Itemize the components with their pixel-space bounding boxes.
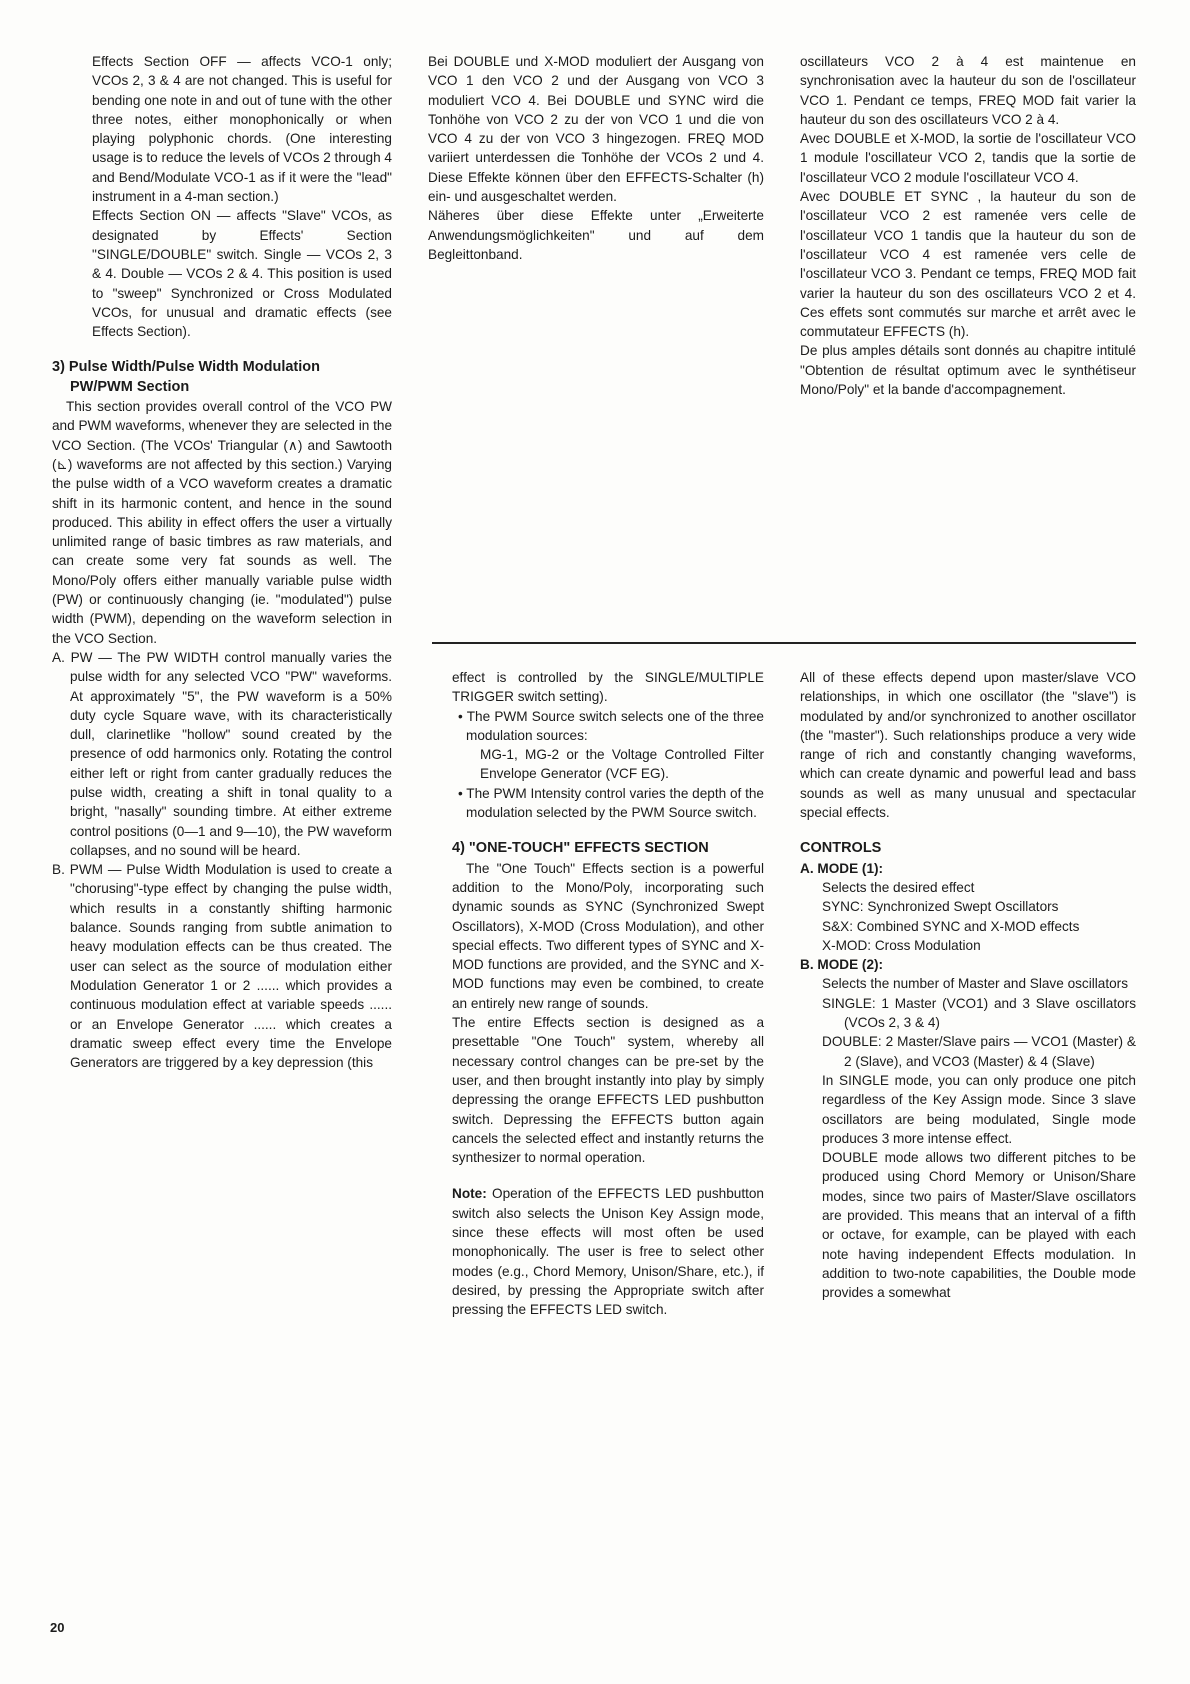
mode1-sync: SYNC: Synchronized Swept Oscillators <box>822 899 1059 915</box>
effects-paragraph-1: The "One Touch" Effects section is a powerful addition to the Mono/Poly, incorporating such dynamic sounds as SYNC (Synchronized Swept Oscillators), X-MOD (Cross Modulation), and other special effects. Two different types of SYNC and X-MOD functions are provided, and the SYNC and X-MOD functions may even be combined, to create an entirely new range of sounds. <box>452 860 764 1011</box>
mode2-double: DOUBLE: 2 Master/Slave pairs — VCO1 (Master) & 2 (Slave), and VCO3 (Master) & 4 (Slave) <box>822 1034 1136 1069</box>
single-mode-paragraph: In SINGLE mode, you can only produce one pitch regardless of the Key Assign mode. Since 3 slave oscillators are being modulated, Single mode produces 3 more intense effect. <box>822 1072 1136 1146</box>
effects-intro: All of these effects depend upon master/slave VCO relationships, in which one oscillator (the "slave") is modulated by and/or synchronized to another oscillator (the "master"). Such relationships produce a very wide range of rich and constantly changing waveforms, which can create dynamic and powerful lead and bass sounds as well as many unusual and spectacular special effects. <box>800 670 1136 821</box>
pw-section-heading: 3) Pulse Width/Pulse Width Modulation <box>52 359 320 376</box>
column-1 <box>52 52 392 1072</box>
french-paragraph-3: Avec DOUBLE ET SYNC , la hauteur du son de l'oscillateur VCO 2 est ramenée vers celle de l'oscillateur VCO 1 tandis que la hauteur du son de l'oscillateur VCO 4 est ramenée vers celle de l'oscillateur VCO 3. Pendant ce temps, FREQ MOD fait varier la hauteur du son des oscillateurs VCO 2 et 4. Ces effets sont commutés sur marche et arrêt avec le commutateur EFFECTS (h). <box>800 189 1136 340</box>
pwm-trigger-text: effect is controlled by the SINGLE/MULTIPLE TRIGGER switch setting). <box>452 670 764 705</box>
page-number: 20 <box>50 1620 65 1635</box>
mode2-description: Selects the number of Master and Slave oscillators <box>822 976 1129 992</box>
note-text: Operation of the EFFECTS LED pushbutton switch also selects the Unison Key Assign mode, since these effects will most often be used monophonically. The user is free to select other modes (e.g., Chord Memory, Unison/Share, etc.), if desired, by pressing the Appropriate switch after pressing the EFFECTS LED switch. <box>452 1186 764 1318</box>
mode1-description: Selects the desired effect <box>822 879 975 895</box>
mode1-heading: A. MODE (1): <box>800 860 884 876</box>
pwm-source-bullet: • The PWM Source switch selects one of the three modulation sources: <box>458 708 764 743</box>
note-label: Note: <box>452 1186 487 1202</box>
pwm-intensity-bullet: • The PWM Intensity control varies the depth of the modulation selected by the PWM Source switch. <box>458 785 764 821</box>
column-2-german <box>428 52 764 264</box>
pwm-item-b: B. PWM — Pulse Width Modulation is used to create a "chorusing"-type effect by changing the pulse width, which results in a constantly shifting harmonic balance. Sounds ranging from subtle animation to heavy modulation effects can be thus created. The user can select as the source of modulation either Modulation Generator 1 or 2 ...... which provides a continuous modulation effect at variable speeds ...... or an Envelope Generator ...... which creates a dramatic sweep effect every time the Envelope Generators are triggered by a key depression (this <box>52 862 392 1071</box>
effects-section-heading: 4) "ONE-TOUCH" EFFECTS SECTION <box>452 840 709 857</box>
mode1-xmod: X-MOD: Cross Modulation <box>822 937 981 953</box>
german-paragraph-2: Näheres über diese Effekte unter „Erweiterte Anwendungsmöglichkeiten" und auf dem Begleittonband. <box>428 208 764 262</box>
pw-section-subheading: PW/PWM Section <box>70 378 190 395</box>
french-paragraph-4: De plus amples détails sont donnés au chapitre intitulé "Obtention de résultat optimum avec le synthétiseur Mono/Poly" et la bande d'accompagnement. <box>800 343 1136 398</box>
column-2-english <box>452 668 764 1320</box>
french-paragraph-2: Avec DOUBLE et X-MOD, la sortie de l'oscillateur VCO 1 module l'oscillateur VCO 2, tandis que la sortie de l'oscillateur VCO 2 module l'oscillateur VCO 4. <box>800 131 1136 185</box>
double-mode-paragraph: DOUBLE mode allows two different pitches to be produced using Chord Memory or Unison/Share modes, since two pairs of Master/Slave oscillators are provided. This means that an interval of a fifth or octave, for example, can be played with each note having independent Effects modulation. In addition to two-note capabilities, the Double mode provides a somewhat <box>822 1150 1136 1301</box>
effects-off-text: Effects Section OFF — affects VCO-1 only; VCOs 2, 3 & 4 are not changed. This is useful for bending one note in and out of tune with the other three notes, either monophonically or when playing polyphonic chords. (One interesting usage is to reduce the levels of VCOs 2 through 4 and Bend/Modulate VCO-1 as if it were the "lead" instrument in a 4-man section.) <box>92 54 392 205</box>
effects-on-text: Effects Section ON — affects "Slave" VCOs, as designated by Effects' Section "SINGLE/DOUBLE" switch. Single — VCOs 2, 3 & 4. Double — VCOs 2 & 4. This position is used to "sweep" Synchronized or Cross Modulated VCOs, for unusual and dramatic effects (see Effects Section). <box>92 208 392 340</box>
mode2-heading: B. MODE (2): <box>800 957 884 973</box>
mode1-sx: S&X: Combined SYNC and X-MOD effects <box>822 918 1080 934</box>
controls-heading: CONTROLS <box>800 840 882 857</box>
german-paragraph-1: Bei DOUBLE und X-MOD moduliert der Ausgang von VCO 1 den VCO 2 und der Ausgang von VCO 3 moduliert VCO 4. Bei DOUBLE und SYNC wird die Tonhöhe von VCO 2 zu der von VCO 1 und die von VCO 4 zu der von VCO 3 hingezogen. FREQ MOD variiert unterdessen die Tonhöhe der VCOs 2 und 4. Diese Effekte können über den EFFECTS-Schalter (h) ein- und ausgeschaltet werden. <box>428 54 764 205</box>
column-3-english <box>800 668 1136 1303</box>
section-divider <box>432 642 1136 644</box>
french-paragraph-1: oscillateurs VCO 2 à 4 est maintenue en synchronisation avec la hauteur du son de l'oscillateur VCO 1. Pendant ce temps, FREQ MOD fait varier la hauteur du son des oscillateurs VCO 2 à 4. <box>800 54 1136 127</box>
column-3-french <box>800 52 1136 399</box>
pitch-bend-options <box>52 52 392 341</box>
effects-paragraph-2: The entire Effects section is designed as a presettable "One Touch" system, whereby all necessary control changes can be pre-set by the user, and then brought instantly into play by simply depressing the orange EFFECTS LED pushbutton switch. Depressing the EFFECTS button again cancels the selected effect and instantly returns the synthesizer to normal operation. <box>452 1015 764 1166</box>
pwm-source-list: MG-1, MG-2 or the Voltage Controlled Filter Envelope Generator (VCF EG). <box>480 747 764 782</box>
note-paragraph <box>452 1184 764 1319</box>
mode2-single: SINGLE: 1 Master (VCO1) and 3 Slave oscillators (VCOs 2, 3 & 4) <box>822 995 1136 1031</box>
pw-section-body: This section provides overall control of the VCO PW and PWM waveforms, whenever they are selected in the VCO Section. (The VCOs' Triangular (∧) and Sawtooth (⊾) waveforms are not affected by this section.) Varying the pulse width of a VCO waveform creates a dramatic shift in its harmonic content, and hence in the sound produced. This ability in effect offers the user a virtually unlimited range of basic timbres as raw materials, and can create some very fat sounds as well. The Mono/Poly offers either manually variable pulse width (PW) or continuously changing (ie. "modulated") pulse width (PWM), depending on the waveform selection in the VCO Section. <box>52 399 393 646</box>
pw-item-a: A. PW — The PW WIDTH control manually varies the pulse width for any selected VCO "PW" waveforms. At approximately "5", the PW waveform is a 50% duty cycle Square wave, with its characteristically dull, clarinetlike "hollow" sound created by the presence of odd harmonics only. Rotating the control either left or right from canter gradually reduces the pulse width, creating a shift in tonal quality to a bright, "nasally" sounding timbre. At either extreme control positions (0—1 and 9—10), the PW waveform collapses, and no sound will be heard. <box>52 649 392 858</box>
